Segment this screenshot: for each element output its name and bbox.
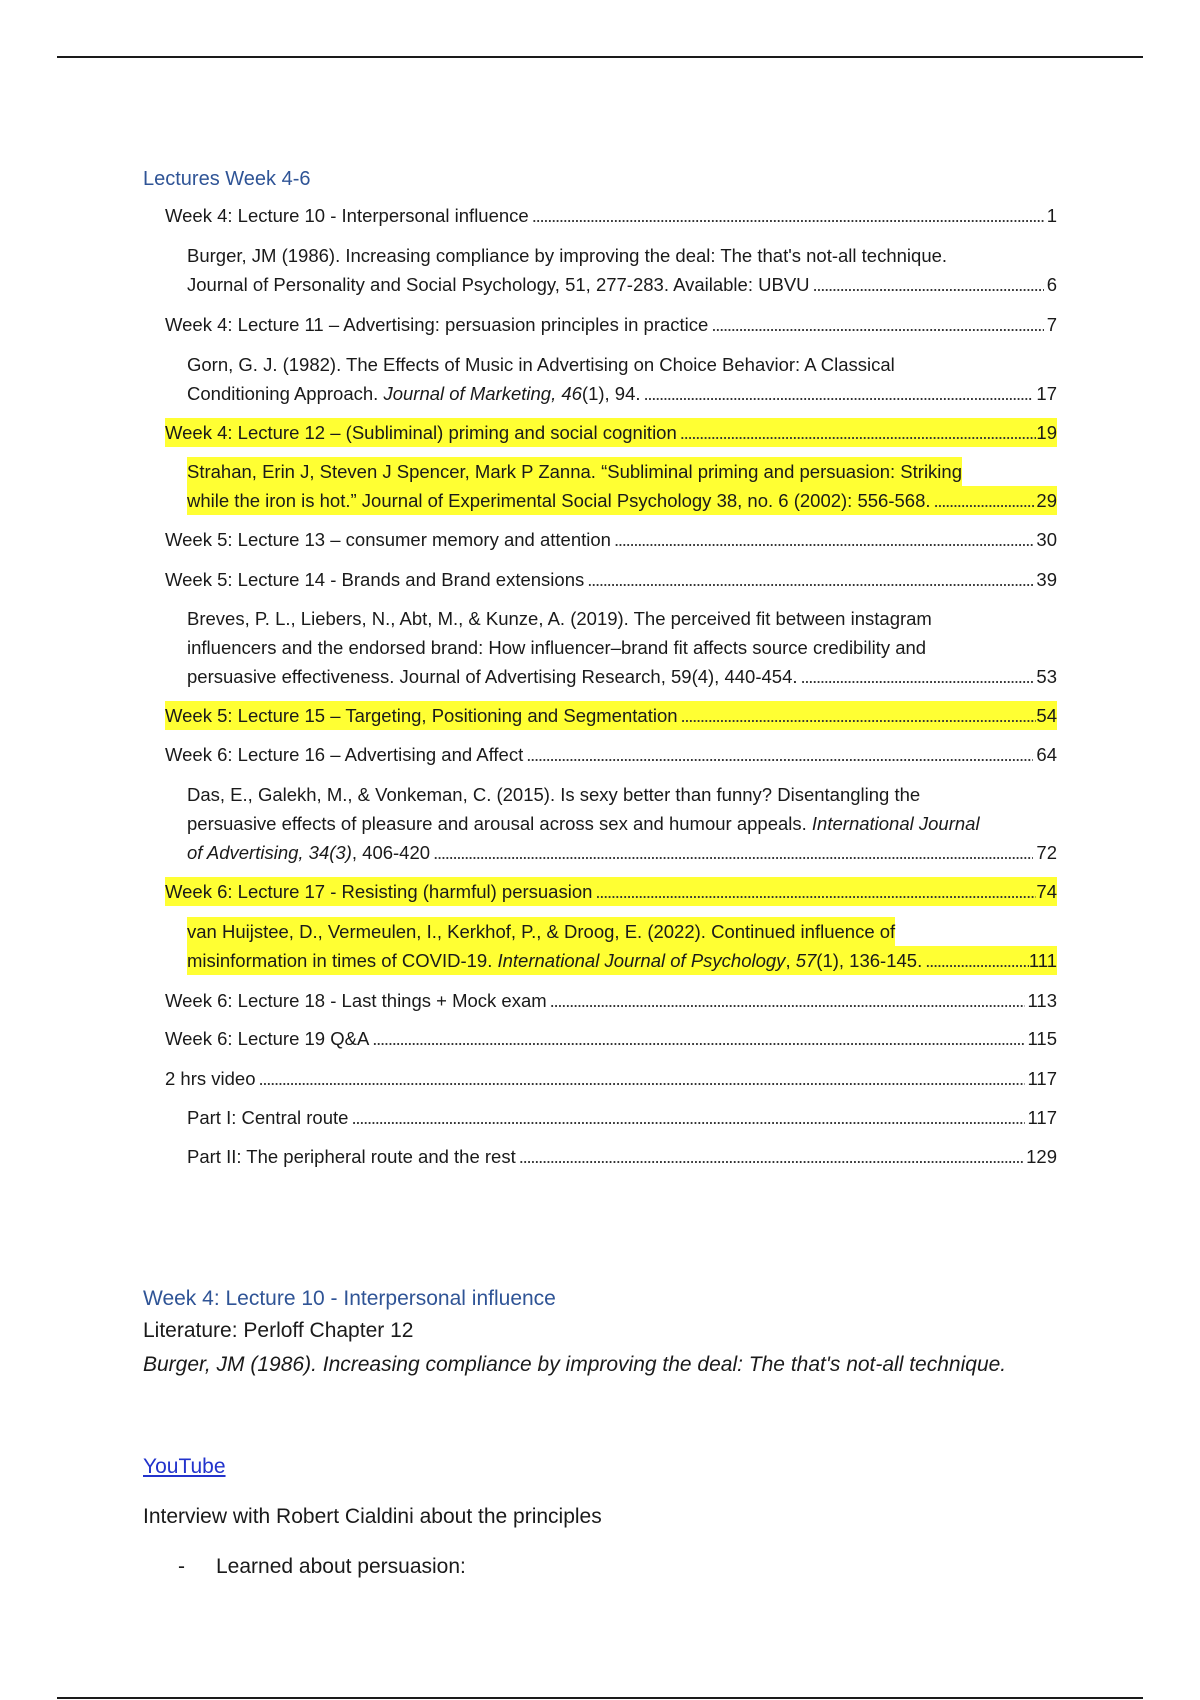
toc-page-number: 29 <box>1036 486 1057 515</box>
toc-entry-text: van Huijstee, D., Vermeulen, I., Kerkhof, P., & Droog, E. (2022). Continued influence of <box>187 917 895 946</box>
toc-entry-text: persuasive effects of pleasure and arousal across sex and humour appeals. International Journal <box>187 813 980 834</box>
toc-page-number: 117 <box>1027 1068 1057 1089</box>
bullet-text: Learned about persuasion: <box>216 1555 466 1578</box>
toc-entry[interactable] <box>187 350 1057 408</box>
toc-leader-dots <box>351 1103 1024 1132</box>
toc-entry[interactable] <box>187 241 1057 299</box>
toc-leader-dots <box>801 662 1034 691</box>
toc-leader-dots <box>550 986 1025 1015</box>
toc-entry[interactable] <box>165 986 1057 1015</box>
toc-page-number: 54 <box>1036 701 1057 730</box>
toc-entry-text: Strahan, Erin J, Steven J Spencer, Mark P Zanna. “Subliminal priming and persuasion: Striking <box>187 457 962 486</box>
toc-page-number: 6 <box>1046 274 1057 295</box>
toc-leader-dots <box>519 1142 1023 1171</box>
toc-entry-text: Gorn, G. J. (1982). The Effects of Music in Advertising on Choice Behavior: A Classical <box>187 354 895 375</box>
toc-page-number: 17 <box>1036 383 1057 404</box>
toc-entry-text: Breves, P. L., Liebers, N., Abt, M., & Kunze, A. (2019). The perceived fit between instagram <box>187 608 932 629</box>
toc-entry-text: Part I: Central route <box>187 1107 349 1128</box>
toc-entry[interactable] <box>187 1103 1057 1132</box>
section-heading: Week 4: Lecture 10 - Interpersonal influence <box>143 1287 556 1310</box>
bullet-marker: - <box>178 1555 185 1578</box>
toc-leader-dots <box>433 838 1033 867</box>
toc-leader-dots <box>526 740 1033 769</box>
toc-entry-text: of Advertising, 34(3), 406-420 <box>187 842 431 863</box>
toc-page-number: 115 <box>1027 1028 1057 1049</box>
toc-entry-text: Week 6: Lecture 16 – Advertising and Affect <box>165 744 524 765</box>
toc-entry[interactable] <box>187 457 1057 515</box>
toc-entry-text: Conditioning Approach. Journal of Marketing, 46(1), 94. <box>187 383 641 404</box>
toc-page-number: 72 <box>1036 842 1057 863</box>
toc-entry[interactable] <box>165 418 1057 447</box>
bullet-item <box>178 1555 466 1579</box>
toc-entry[interactable] <box>165 877 1057 906</box>
toc-page-number: 64 <box>1036 744 1057 765</box>
toc-entry-text: Week 5: Lecture 15 – Targeting, Positioning and Segmentation <box>165 701 678 730</box>
toc-entry[interactable] <box>165 1024 1057 1053</box>
toc-entry-text: influencers and the endorsed brand: How influencer–brand fit affects source credibility and <box>187 637 927 658</box>
toc-entry-text: Week 4: Lecture 11 – Advertising: persuasion principles in practice <box>165 314 709 335</box>
literature-line: Literature: Perloff Chapter 12 <box>143 1319 414 1342</box>
toc-page-number: 74 <box>1036 877 1057 906</box>
toc-entry-text: Week 5: Lecture 13 – consumer memory and attention <box>165 529 611 550</box>
toc-leader-dots <box>711 310 1043 339</box>
footer-rule <box>57 1697 1143 1699</box>
toc-leader-dots <box>931 486 1037 515</box>
toc-entry-text: Journal of Personality and Social Psychology, 51, 277-283. Available: UBVU <box>187 274 810 295</box>
toc-leader-dots <box>677 418 1037 447</box>
toc-entry-text: Week 6: Lecture 18 - Last things + Mock exam <box>165 990 547 1011</box>
toc-entry-text: Week 4: Lecture 10 - Interpersonal influence <box>165 205 529 226</box>
toc-page-number: 39 <box>1036 569 1057 590</box>
toc-entry-text: while the iron is hot.” Journal of Experimental Social Psychology 38, no. 6 (2002): 556-568. <box>187 486 931 515</box>
toc-leader-dots <box>592 877 1036 906</box>
toc-entry[interactable] <box>187 917 1057 975</box>
reference-line: Burger, JM (1986). Increasing compliance by improving the deal: The that's not-all technique. <box>143 1353 1007 1376</box>
toc-leader-dots <box>532 201 1044 230</box>
toc-heading: Lectures Week 4-6 <box>143 168 311 190</box>
toc-entry-text: Part II: The peripheral route and the rest <box>187 1146 516 1167</box>
toc-entry[interactable] <box>165 525 1057 554</box>
toc-entry[interactable] <box>165 1064 1057 1093</box>
toc-entry-text: Week 6: Lecture 19 Q&A <box>165 1028 370 1049</box>
toc-page-number: 111 <box>1029 946 1057 975</box>
toc-page-number: 1 <box>1046 205 1057 226</box>
toc-leader-dots <box>372 1024 1024 1053</box>
toc-leader-dots <box>644 379 1034 408</box>
toc-entry[interactable] <box>165 201 1057 230</box>
toc-page-number: 19 <box>1036 418 1057 447</box>
toc-leader-dots <box>813 270 1044 299</box>
toc-page-number: 53 <box>1036 666 1057 687</box>
toc-leader-dots <box>922 946 1029 975</box>
toc-entry-text: Burger, JM (1986). Increasing compliance by improving the deal: The that's not-all technique. <box>187 245 948 266</box>
toc-page-number: 129 <box>1026 1146 1057 1167</box>
toc-entry-text: persuasive effectiveness. Journal of Advertising Research, 59(4), 440-454. <box>187 666 798 687</box>
toc-entry-text: Das, E., Galekh, M., & Vonkeman, C. (2015). Is sexy better than funny? Disentangling the <box>187 784 921 805</box>
toc-page-number: 113 <box>1027 990 1057 1011</box>
toc-leader-dots <box>259 1064 1025 1093</box>
toc-entry[interactable] <box>187 780 1057 867</box>
toc-entry[interactable] <box>165 565 1057 594</box>
toc-entry-text: misinformation in times of COVID-19. International Journal of Psychology, 57(1), 136-145. <box>187 946 922 975</box>
toc-entry[interactable] <box>187 1142 1057 1171</box>
toc-entry[interactable] <box>165 701 1057 730</box>
intro-paragraph: Interview with Robert Cialdini about the principles <box>143 1505 602 1528</box>
toc-entry-text: Week 4: Lecture 12 – (Subliminal) priming and social cognition <box>165 418 677 447</box>
toc-page-number: 30 <box>1036 529 1057 550</box>
toc-leader-dots <box>678 701 1037 730</box>
toc-entry[interactable] <box>187 604 1057 691</box>
toc-entry[interactable] <box>165 310 1057 339</box>
toc-page-number: 117 <box>1027 1107 1057 1128</box>
toc-entry-text: 2 hrs video <box>165 1068 256 1089</box>
toc-page-number: 7 <box>1046 314 1057 335</box>
toc-leader-dots <box>614 525 1033 554</box>
youtube-link[interactable]: YouTube <box>143 1455 226 1478</box>
toc-leader-dots <box>587 565 1033 594</box>
toc-entry[interactable] <box>165 740 1057 769</box>
toc-entry-text: Week 6: Lecture 17 - Resisting (harmful) persuasion <box>165 877 592 906</box>
toc-entry-text: Week 5: Lecture 14 - Brands and Brand extensions <box>165 569 585 590</box>
